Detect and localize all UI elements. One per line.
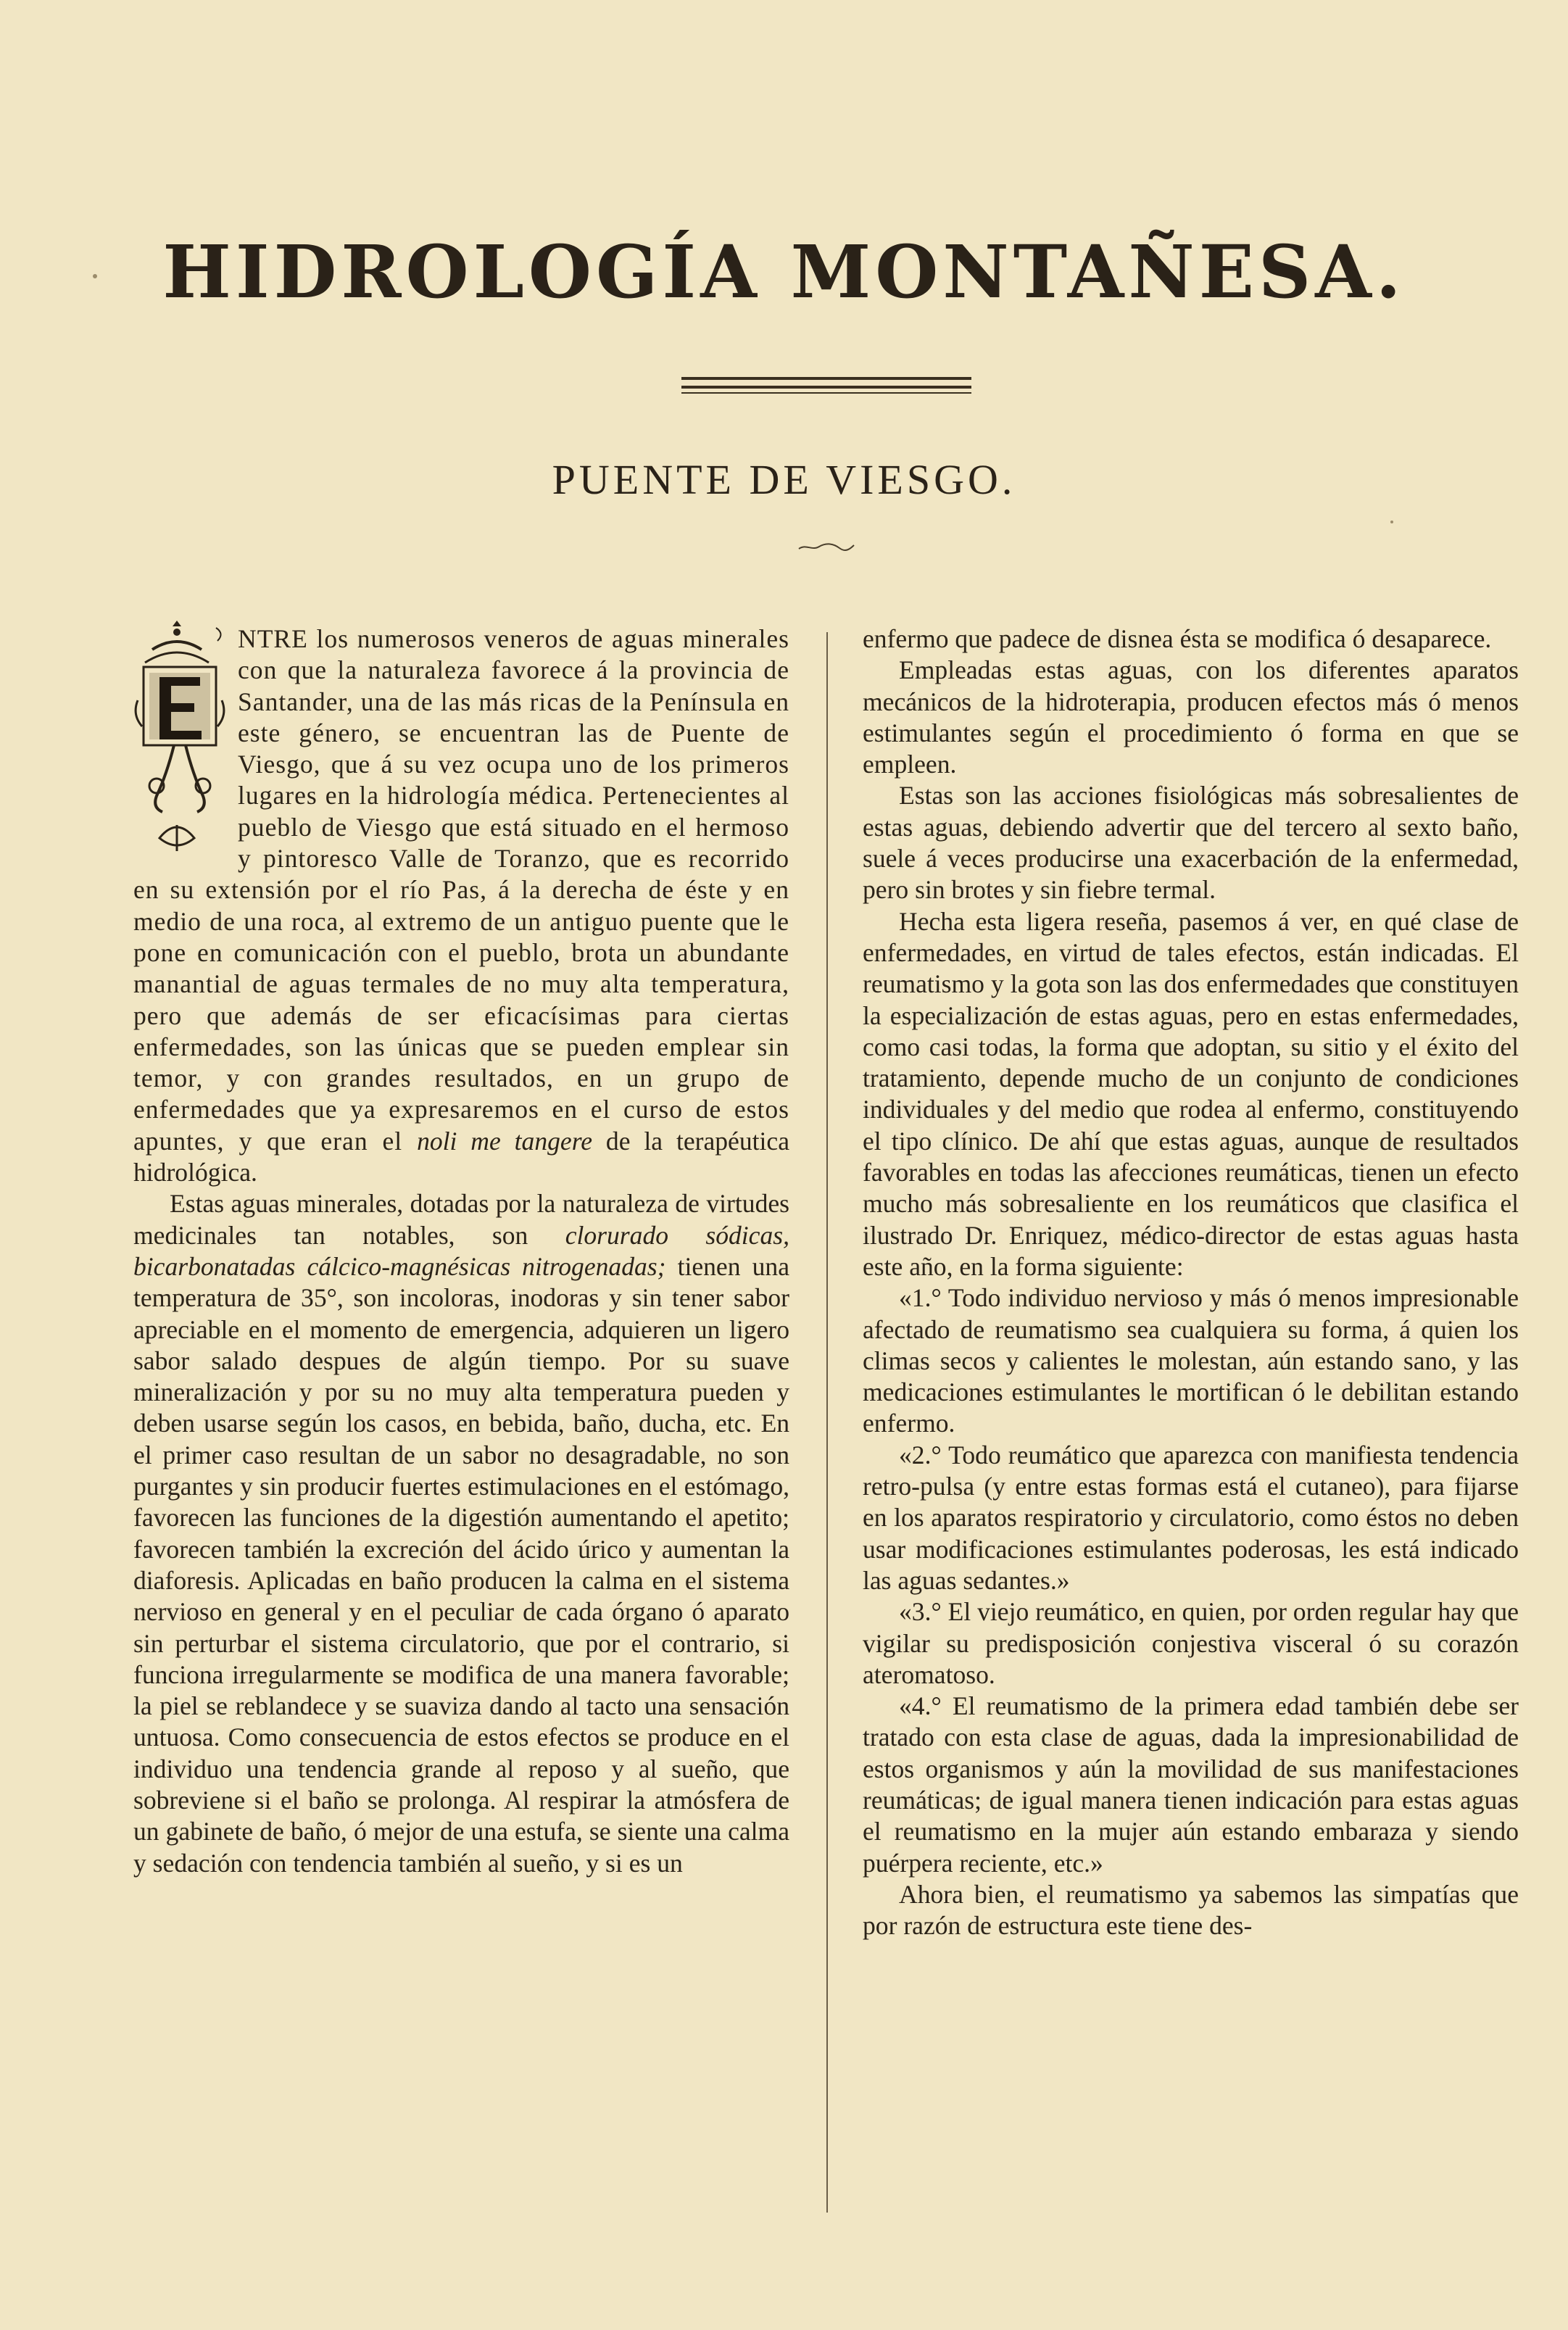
paragraph: Hecha esta ligera reseña, pasemos á ver, en qué clase de enfermedades, en virtud de tales efectos, están indicadas. El reumatismo y la gota son las dos enfermedades que constituyen la especialización de estas aguas, pero en estas enfermedades, como casi todas, la forma que adoptan, su sitio y el éxito del tratamiento, depende mucho de un conjunto de condiciones individuales y del medio que rodea al enfermo, constituyendo el tipo clínico. De ahí que estas aguas, aunque de resultados favorables en todas las afecciones reumáticas, tienen un efecto mucho más sobresaliente en los reumáticos que clasifica el ilustrado Dr. Enriquez, médico-director de estas aguas hasta este año, en la forma siguiente:	[863, 906, 1519, 1281]
paragraph: Empleadas estas aguas, con los diferentes aparatos mecánicos de la hidroterapia, producen efectos más ó menos estimulantes según el procedimiento ó forma en que se empleen.	[863, 655, 1519, 779]
flourish-ornament	[797, 542, 855, 552]
paragraph	[133, 1188, 789, 1879]
title-rule	[681, 386, 971, 389]
ornamental-initial-icon	[130, 621, 229, 853]
italic-phrase: noli me tangere	[417, 1126, 593, 1156]
paragraph-text: de la terapéutica hidrológica.	[133, 1126, 789, 1187]
paragraph: «2.° Todo reumático que aparezca con manifiesta tendencia retro-pulsa (y entre estas formas está el cutaneo), para fijarse en los aparatos respiratorio y circulatorio, como éstos no deben usar modificaciones estimulantes poderosas, les está indicado las aguas sedantes.»	[863, 1440, 1519, 1595]
paragraph: «4.° El reumatismo de la primera edad también debe ser tratado con esta clase de aguas, dada la impresionabilidad de estos organismos y aún la movilidad de sus manifestaciones reumáticas; de igual manera tienen indicación para estas aguas el reumatismo en la mujer aún estando embaraza y siendo puérpera reciente, etc.»	[863, 1691, 1519, 1878]
paragraph	[133, 623, 789, 1188]
paragraph: «3.° El viejo reumático, en quien, por orden regular hay que vigilar su predisposición conjestiva visceral ó su corazón ateromatoso.	[863, 1597, 1519, 1689]
paragraph: enfermo que padece de disnea ésta se modifica ó desaparece.	[863, 624, 1492, 653]
title-rule	[681, 377, 971, 380]
paragraph-text: NTRE los numerosos veneros de aguas minerales con que la naturaleza favorece á la provincia de Santander, una de las más ricas de la Península en este género, se encuentran las de Puente de Viesgo, que á su vez ocupa uno de los primeros lugares en la hidrología médica. Pertenecientes al pueblo de Viesgo que está situado en el hermoso y pintoresco Valle de Toranzo, que es recorrido en su extensión por el río Pas, á la derecha de éste y en medio de una roca, al extremo de un antiguo puente que le pone en comunicación con el pueblo, brota un abundante manantial de aguas termales de no muy alta temperatura, pero que además de ser eficacísimas para ciertas enfermedades, son las únicas que se pueden emplear sin temor, y con grandes resultados, en un grupo de enfermedades que ya expresaremos en el curso de estos apuntes, y que eran el	[133, 624, 789, 1156]
paragraph-text: tienen una temperatura de 35°, son incoloras, inodoras y sin tener sabor apreciable en el momento de emergencia, adquieren un ligero sabor salado despues de algún tiempo. Por su suave mineralización y por su no muy alta temperatura pueden y deben usarse según los casos, en bebida, baño, ducha, etc. En el primer caso resultan de un sabor no desagradable, no son purgantes y sin producir fuertes estimulaciones en el estómago, favorecen las funciones de la digestión aumentando el apetito; favorecen también la excreción del ácido úrico y aumentan la diaforesis. Aplicadas en baño producen la calma en el sistema nervioso en general y en el peculiar de cada órgano ó aparato sin perturbar el sistema circulatorio, que por el contrario, si funciona irregularmente se modifica de una manera favorable; la piel se reblandece y se suaviza dando al tacto una sensación untuosa. Como consecuencia de estos efectos se produce en el individuo una tendencia grande al reposo y al sueño, que sobreviene si el baño se prolonga. Al respirar la atmósfera de un gabinete de baño, ó mejor de una estufa, se siente una calma y sedación con tendencia también al sueño, y si es un	[133, 1251, 789, 1878]
subtitle: PUENTE DE VIESGO.	[552, 456, 1016, 503]
main-title: HIDROLOGÍA MONTAÑESA.	[162, 229, 1406, 315]
ornamental-initial	[133, 623, 228, 853]
column-divider	[826, 632, 828, 2213]
left-column	[133, 623, 789, 1879]
right-column	[863, 623, 1519, 1941]
paragraph: «1.° Todo individuo nervioso y más ó menos impresionable afectado de reumatismo sea cualquiera su forma, á quien los climas secos y calientes le molestan, aún estando sano, y las medicaciones estimulantes le mortifican ó le debilitan estando enfermo.	[863, 1283, 1519, 1438]
paper-speck	[93, 274, 97, 278]
title-rule	[681, 392, 971, 394]
paragraph: Ahora bien, el reumatismo ya sabemos las simpatías que por razón de estructura este tiene des-	[863, 1879, 1519, 1941]
italic-phrase: clorurado sódicas, bicarbonatadas cálcico-magnésicas nitrogenadas;	[133, 1220, 790, 1281]
paper-speck	[1390, 521, 1393, 523]
paragraph: Estas son las acciones fisiológicas más sobresalientes de estas aguas, debiendo advertir que del tercero al sexto baño, suele á veces producirse una exacerbación de la enfermedad, pero sin brotes y sin fiebre termal.	[863, 781, 1519, 905]
paragraph-text: Estas aguas minerales, dotadas por la naturaleza de virtudes medicinales tan notables, son	[133, 1189, 789, 1250]
